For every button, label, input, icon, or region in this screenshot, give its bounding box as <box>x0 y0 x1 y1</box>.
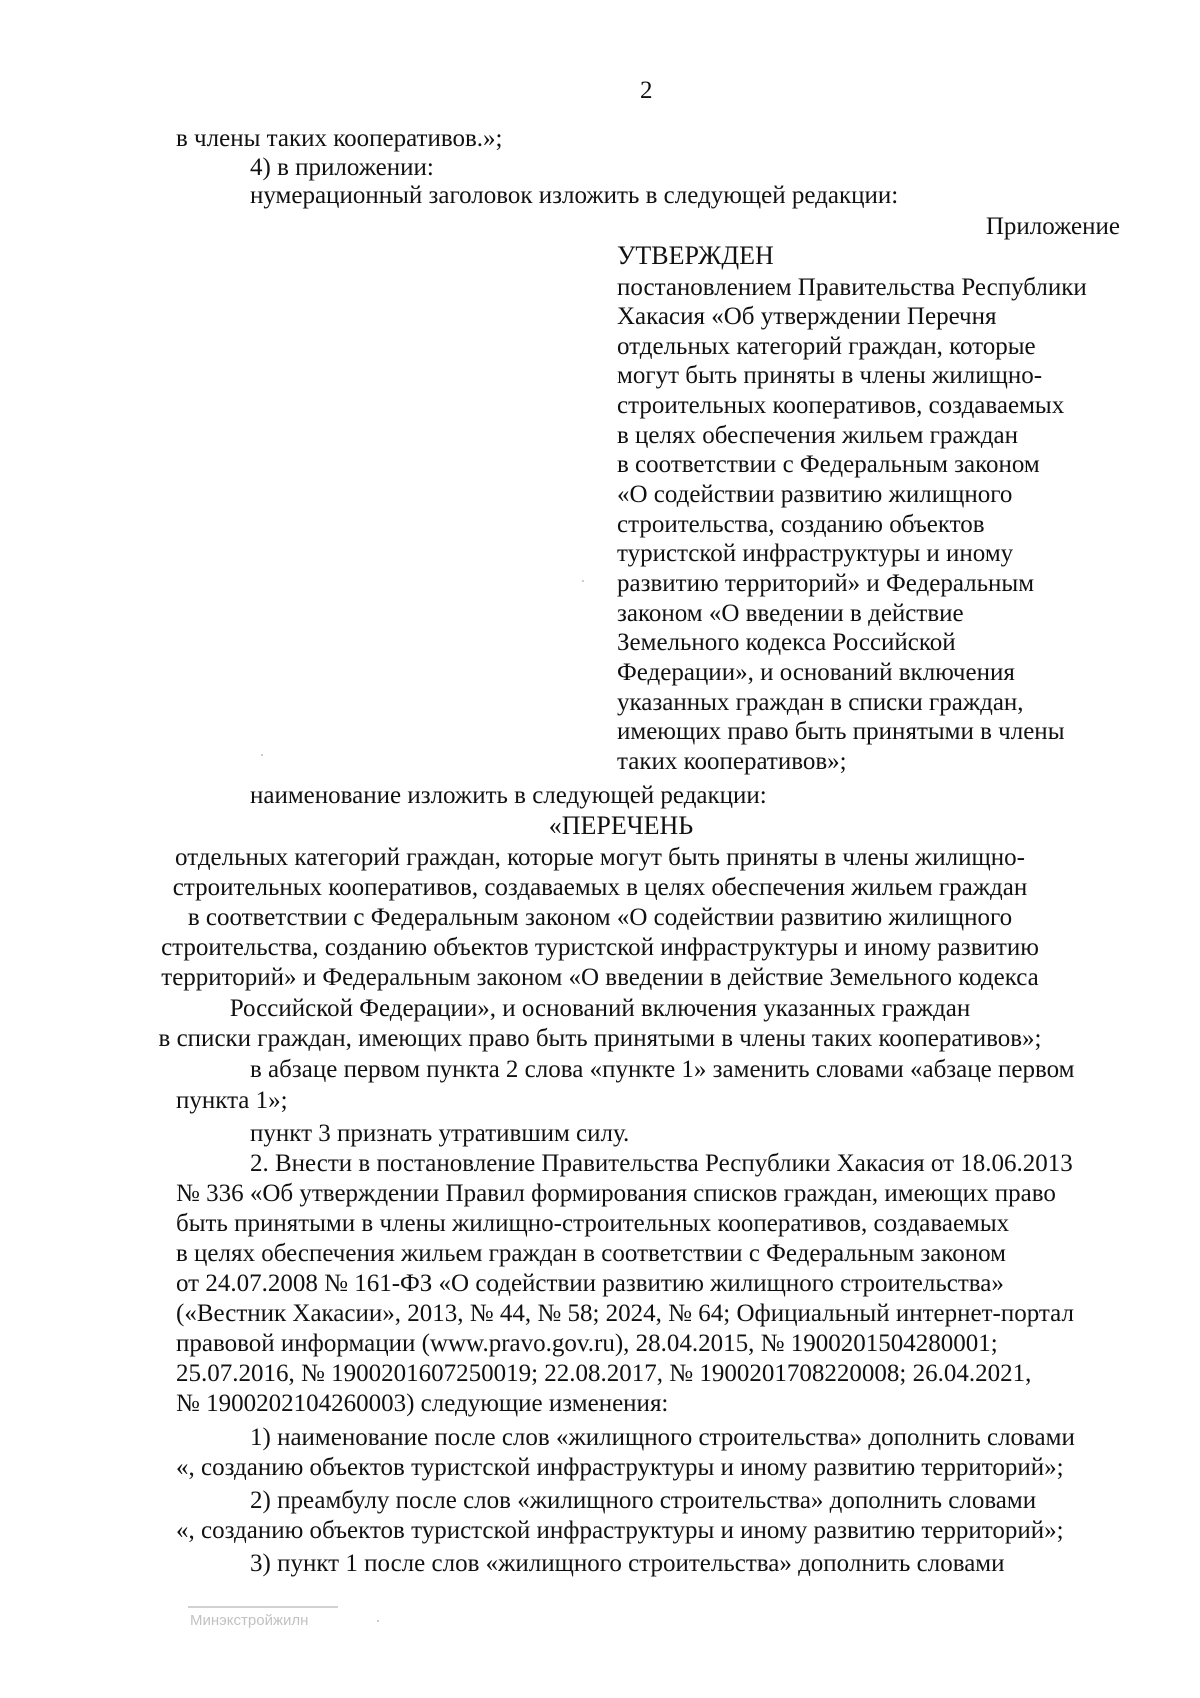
appendix-line: постановлением Правительства Республики <box>617 274 1087 301</box>
appendix-line: законом «О введении в действие <box>617 600 964 627</box>
page-number: 2 <box>640 77 653 104</box>
list-line: Российской Федерации», и оснований включения указанных граждан <box>229 995 971 1022</box>
scan-speck <box>582 580 584 582</box>
name-intro: наименование изложить в следующей редакции: <box>250 782 767 809</box>
intro-line: нумерационный заголовок изложить в следующей редакции: <box>250 182 899 209</box>
appendix-line: Федерации», и оснований включения <box>617 659 1015 686</box>
list-line: территорий» и Федеральным законом «О введении в действие Земельного кодекса <box>161 964 1039 991</box>
appendix-line: развитию территорий» и Федеральным <box>617 570 1035 597</box>
appendix-line: «О содействии развитию жилищного <box>617 481 1013 508</box>
appendix-line: строительства, созданию объектов <box>617 511 985 538</box>
list-line: строительства, созданию объектов туристской инфраструктуры и иному развитию <box>161 934 1039 961</box>
appendix-line: Земельного кодекса Российской <box>617 629 956 656</box>
list-title: «ПЕРЕЧЕНЬ <box>548 811 694 840</box>
list-line: в списки граждан, имеющих право быть принятыми в члены таких кооперативов»; <box>158 1025 1042 1052</box>
change-line: 2) преамбулу после слов «жилищного строительства» дополнить словами <box>250 1487 1037 1514</box>
stamp-text: Минэкстройжилн <box>190 1612 309 1629</box>
appendix-line: Хакасия «Об утверждении Перечня <box>617 303 997 330</box>
appendix-line: строительных кооперативов, создаваемых <box>617 392 1065 419</box>
paragraph-line: пункта 1»; <box>176 1087 288 1114</box>
appendix-line: в соответствии с Федеральным законом <box>617 451 1040 478</box>
appendix-line: отдельных категорий граждан, которые <box>617 333 1036 360</box>
list-line: в соответствии с Федеральным законом «О содействии развитию жилищного <box>187 904 1013 931</box>
scan-speck <box>377 1620 379 1622</box>
appendix-line: указанных граждан в списки граждан, <box>617 689 1024 716</box>
section2-line: № 1900202104260003) следующие изменения: <box>176 1390 669 1417</box>
section2-line: правовой информации (www.pravo.gov.ru), 28.04.2015, № 1900201504280001; <box>176 1330 998 1357</box>
section2-line: 2. Внести в постановление Правительства Республики Хакасия от 18.06.2013 <box>250 1150 1073 1177</box>
section2-line: быть принятыми в члены жилищно-строительных кооперативов, создаваемых <box>176 1210 1010 1237</box>
section2-line: 25.07.2016, № 1900201607250019; 22.08.2017, № 1900201708220008; 26.04.2021, <box>176 1360 1032 1387</box>
appendix-line: могут быть приняты в члены жилищно- <box>617 362 1043 389</box>
appendix-label: Приложение <box>985 213 1120 240</box>
change-line: «, созданию объектов туристской инфраструктуры и иному развитию территорий»; <box>176 1454 1064 1481</box>
section2-line: («Вестник Хакасии», 2013, № 44, № 58; 2024, № 64; Официальный интернет-портал <box>176 1300 1074 1327</box>
appendix-line: таких кооперативов»; <box>617 748 847 775</box>
intro-line: 4) в приложении: <box>250 154 434 181</box>
list-line: строительных кооперативов, создаваемых в целях обеспечения жильем граждан <box>172 874 1028 901</box>
change-line: 1) наименование после слов «жилищного строительства» дополнить словами <box>250 1424 1075 1451</box>
paragraph-line: в абзаце первом пункта 2 слова «пункте 1» заменить словами «абзаце первом <box>250 1056 1075 1083</box>
section2-line: от 24.07.2008 № 161-ФЗ «О содействии развитию жилищного строительства» <box>176 1270 1004 1297</box>
appendix-line: в целях обеспечения жильем граждан <box>617 422 1019 449</box>
appendix-line: имеющих право быть принятыми в члены <box>617 718 1065 745</box>
list-line: отдельных категорий граждан, которые могут быть приняты в члены жилищно- <box>175 844 1025 871</box>
change-line: «, созданию объектов туристской инфраструктуры и иному развитию территорий»; <box>176 1517 1064 1544</box>
section2-line: в целях обеспечения жильем граждан в соответствии с Федеральным законом <box>176 1240 1007 1267</box>
registration-stamp <box>188 1600 398 1640</box>
section2-line: № 336 «Об утверждении Правил формирования списков граждан, имеющих право <box>176 1180 1056 1207</box>
appendix-line: туристской инфраструктуры и иному <box>617 540 1014 567</box>
change-line: 3) пункт 1 после слов «жилищного строительства» дополнить словами <box>250 1550 1005 1577</box>
paragraph-line: пункт 3 признать утратившим силу. <box>250 1120 630 1147</box>
approved-heading: УТВЕРЖДЕН <box>617 241 774 270</box>
scan-speck <box>261 754 263 756</box>
intro-line: в члены таких кооперативов.»; <box>176 125 503 152</box>
